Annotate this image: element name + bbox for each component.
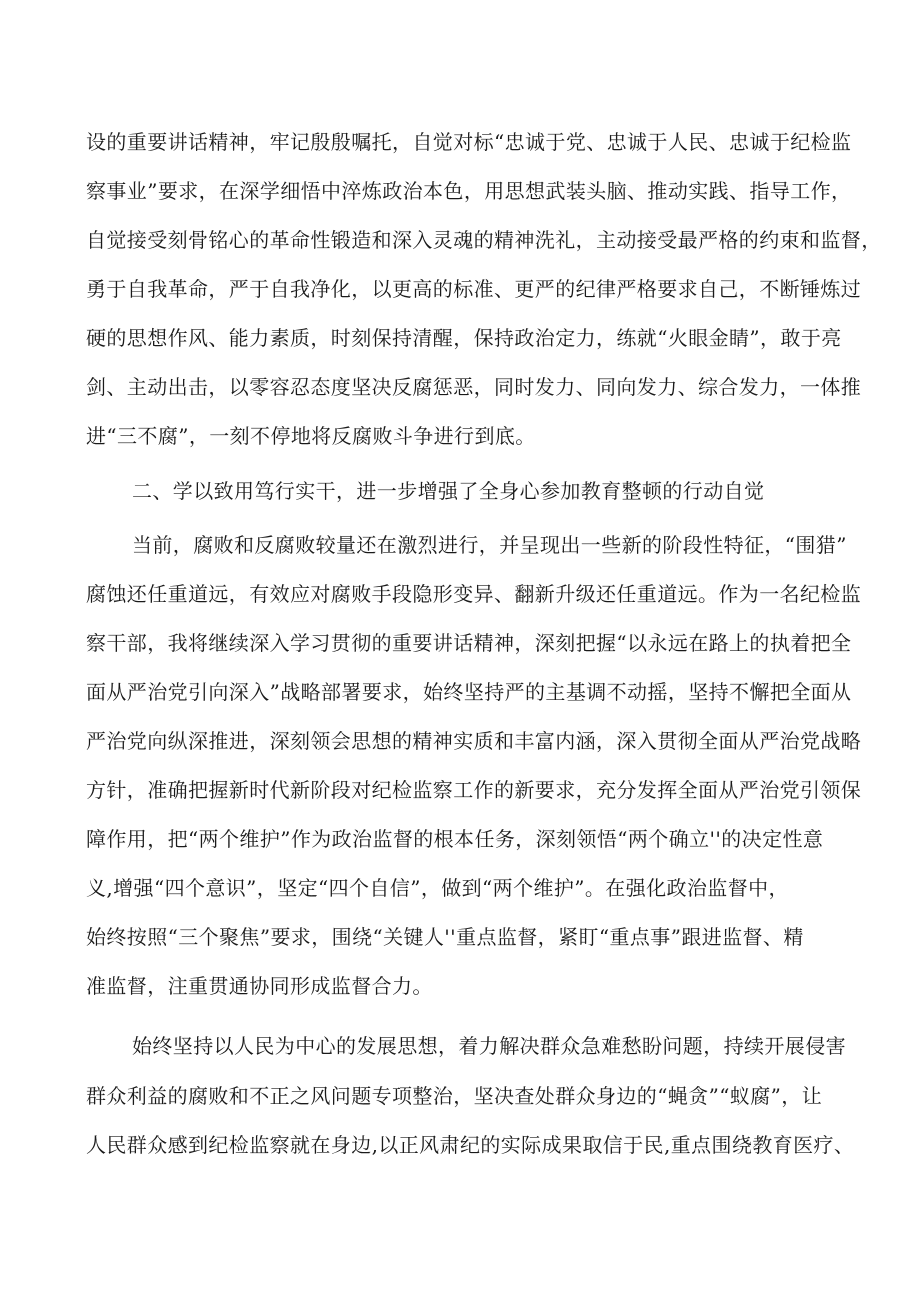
text-line: 当前，腐败和反腐败较量还在激烈进行，并呈现出一些新的阶段性特征，“围猎”	[132, 533, 847, 557]
text-line: 始终坚持以人民为中心的发展思想，着力解决群众急难愁盼问题，持续开展侵害	[132, 1034, 846, 1058]
section-heading: 二、学以致用笃行实干，进一步增强了全身心参加教育整顿的行动自觉	[132, 479, 765, 503]
text-line: 群众利益的腐败和不正之风问题专项整治，坚决查处群众身边的“蝇贪”“蚁腐”，让	[86, 1084, 823, 1108]
text-line: 进“三不腐”，一刻不停地将反腐败斗争进行到底。	[86, 424, 536, 448]
text-line: 人民群众感到纪检监察就在身边,以正风肃纪的实际成果取信于民,重点围绕教育医疗、	[86, 1133, 855, 1157]
text-line: 察干部，我将继续深入学习贯彻的重要讲话精神，深刻把握“以永远在路上的执着把全	[86, 631, 852, 655]
text-line: 方针，准确把握新时代新阶段对纪检监察工作的新要求，充分发挥全面从严治党引领保	[86, 778, 862, 802]
text-line: 察事业”要求，在深学细悟中淬炼政治本色，用思想武装头脑、推动实践、指导工作，	[86, 179, 852, 203]
text-line: 自觉接受刻骨铭心的革命性锻造和深入灵魂的精神洗礼，主动接受最严格的约束和监督，	[86, 228, 882, 252]
text-line: 始终按照“三个聚焦”要求，围绕“关键人''重点监督，紧盯“重点事”跟进监督、精	[86, 925, 804, 949]
text-line: 勇于自我革命，严于自我净化，以更高的标准、更严的纪律严格要求自己，不断锤炼过	[86, 277, 862, 301]
text-line: 严治党向纵深推进，深刻领会思想的精神实质和丰富内涵，深入贯彻全面从严治党战略	[86, 729, 862, 753]
text-line: 面从严治党引向深入”战略部署要求，始终坚持严的主基调不动摇，坚持不懈把全面从	[86, 680, 852, 704]
text-line: 准监督，注重贯通协同形成监督合力。	[86, 974, 433, 998]
text-line: 剑、主动出击，以零容忍态度坚决反腐惩恶，同时发力、同向发力、综合发力，一体推	[86, 375, 862, 399]
text-line: 硬的思想作风、能力素质，时刻保持清醒，保持政治定力，练就“火眼金睛”，敢于亮	[86, 326, 842, 350]
text-line: 设的重要讲话精神，牢记殷殷嘱托，自觉对标“忠诚于党、忠诚于人民、忠诚于纪检监	[86, 130, 852, 154]
text-line: 障作用，把“两个维护”作为政治监督的根本任务，深刻领悟“两个确立''的决定性意	[86, 827, 824, 851]
text-line: 义,增强“四个意识”，坚定“四个自信”，做到“两个维护”。在强化政治监督中，	[86, 876, 789, 900]
text-line: 腐蚀还任重道远，有效应对腐败手段隐形变异、翻新升级还任重道远。作为一名纪检监	[86, 582, 862, 606]
